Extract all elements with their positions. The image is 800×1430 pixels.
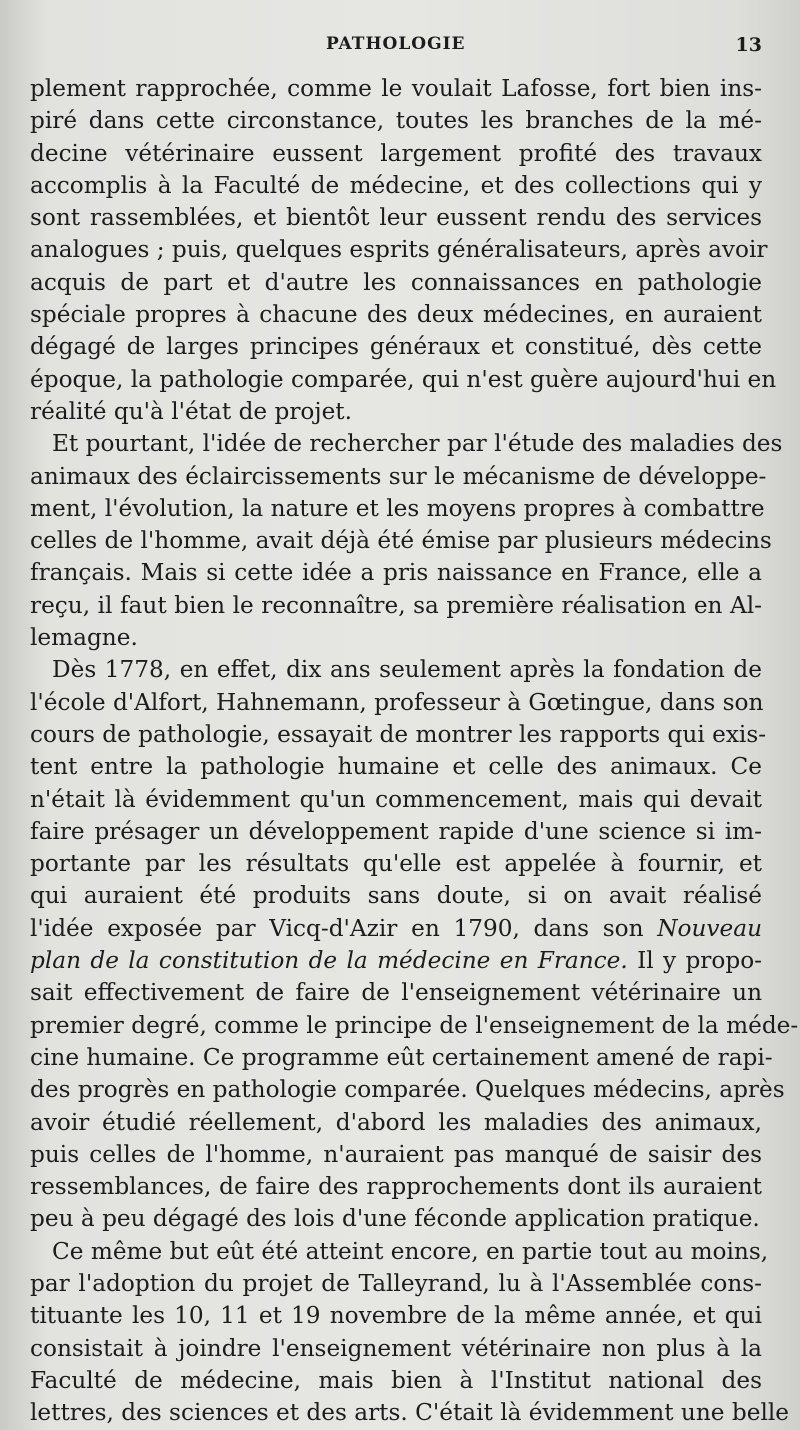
text-line: n'était là évidemment qu'un commencement, mais qui devait: [30, 785, 762, 813]
text-line: par l'adoption du projet de Talleyrand, lu à l'Assemblée cons-: [30, 1269, 762, 1297]
text-line: des progrès en pathologie comparée. Quelques médecins, après: [30, 1076, 785, 1104]
text-line: l'école d'Alfort, Hahnemann, professeur à Gœtingue, dans son: [30, 688, 764, 716]
body-text: [30, 73, 799, 1429]
text-line: français. Mais si cette idée a pris naissance en France, elle a: [30, 559, 762, 587]
text-run: l'idée exposée par Vicq-d'Azir en 1790, dans son: [30, 914, 644, 942]
text-line: réalité qu'à l'état de projet.: [30, 397, 352, 425]
text-line: piré dans cette circonstance, toutes les branches de la mé-: [30, 107, 762, 135]
text-line: avoir étudié réellement, d'abord les maladies des animaux,: [30, 1108, 762, 1136]
text-line: analogues ; puis, quelques esprits généralisateurs, après avoir: [30, 236, 768, 264]
paragraph-3: [30, 654, 799, 1235]
text-line: Dès 1778, en effet, dix ans seulement après la fondation de: [52, 656, 762, 684]
text-line: accomplis à la Faculté de médecine, et des collections qui y: [30, 171, 762, 199]
text-line: Ce même but eût été atteint encore, en partie tout au moins,: [52, 1237, 769, 1265]
text-line-mixed: [30, 945, 762, 977]
page-number: 13: [735, 34, 762, 56]
text-line: tent entre la pathologie humaine et celle des animaux. Ce: [30, 753, 762, 781]
running-head: [0, 34, 800, 58]
text-line: celles de l'homme, avait déjà été émise par plusieurs médecins: [30, 527, 772, 555]
text-line: lettres, des sciences et des arts. C'était là évidemment une belle: [30, 1399, 790, 1427]
text-line: cours de pathologie, essayait de montrer les rapports qui exis-: [30, 720, 767, 748]
text-line: dégagé de larges principes généraux et constitué, dès cette: [30, 333, 762, 361]
paragraph-2: [30, 428, 783, 654]
text-line: acquis de part et d'autre les connaissances en pathologie: [30, 268, 762, 296]
text-line: puis celles de l'homme, n'auraient pas manqué de saisir des: [30, 1140, 762, 1168]
text-line: cine humaine. Ce programme eût certainement amené de rapi-: [30, 1043, 773, 1071]
text-line: ressemblances, de faire des rapprochements dont ils auraient: [30, 1173, 762, 1201]
text-line: tituante les 10, 11 et 19 novembre de la même année, et qui: [30, 1302, 762, 1330]
text-line: époque, la pathologie comparée, qui n'est guère aujourd'hui en: [30, 365, 777, 393]
paragraph-1: [30, 73, 777, 428]
italic-title: plan de la constitution de la médecine en France.: [30, 947, 628, 975]
text-line: reçu, il faut bien le reconnaître, sa première réalisation en Al-: [30, 591, 762, 619]
text-line: consistait à joindre l'enseignement vétérinaire non plus à la: [30, 1334, 762, 1362]
text-line: Et pourtant, l'idée de rechercher par l'étude des maladies des: [52, 430, 783, 458]
text-line: premier degré, comme le principe de l'enseignement de la méde-: [30, 1011, 799, 1039]
text-line-mixed: [30, 913, 762, 945]
text-line: portante par les résultats qu'elle est appelée à fournir, et: [30, 850, 762, 878]
text-line: peu à peu dégagé des lois d'une féconde application pratique.: [30, 1205, 760, 1233]
text-run: Il y propo-: [627, 947, 762, 975]
text-line: faire présager un développement rapide d'une science si im-: [30, 817, 762, 845]
text-line: spéciale propres à chacune des deux médecines, en auraient: [30, 301, 762, 329]
text-line: sait effectivement de faire de l'enseignement vétérinaire un: [30, 979, 762, 1007]
running-title: PATHOLOGIE: [326, 34, 466, 54]
paragraph-4: [30, 1236, 790, 1430]
text-line: decine vétérinaire eussent largement profité des travaux: [30, 139, 762, 167]
text-line: lemagne.: [30, 624, 138, 652]
italic-title-start: Nouveau: [657, 914, 762, 942]
text-line: animaux des éclaircissements sur le mécanisme de développe-: [30, 462, 767, 490]
text-line: ment, l'évolution, la nature et les moyens propres à combattre: [30, 494, 765, 522]
text-line: qui auraient été produits sans doute, si on avait réalisé: [30, 882, 762, 910]
text-line: plement rapprochée, comme le voulait Lafosse, fort bien ins-: [30, 75, 762, 102]
text-line: sont rassemblées, et bientôt leur eussent rendu des services: [30, 204, 762, 232]
text-line: Faculté de médecine, mais bien à l'Institut national des: [30, 1366, 762, 1394]
